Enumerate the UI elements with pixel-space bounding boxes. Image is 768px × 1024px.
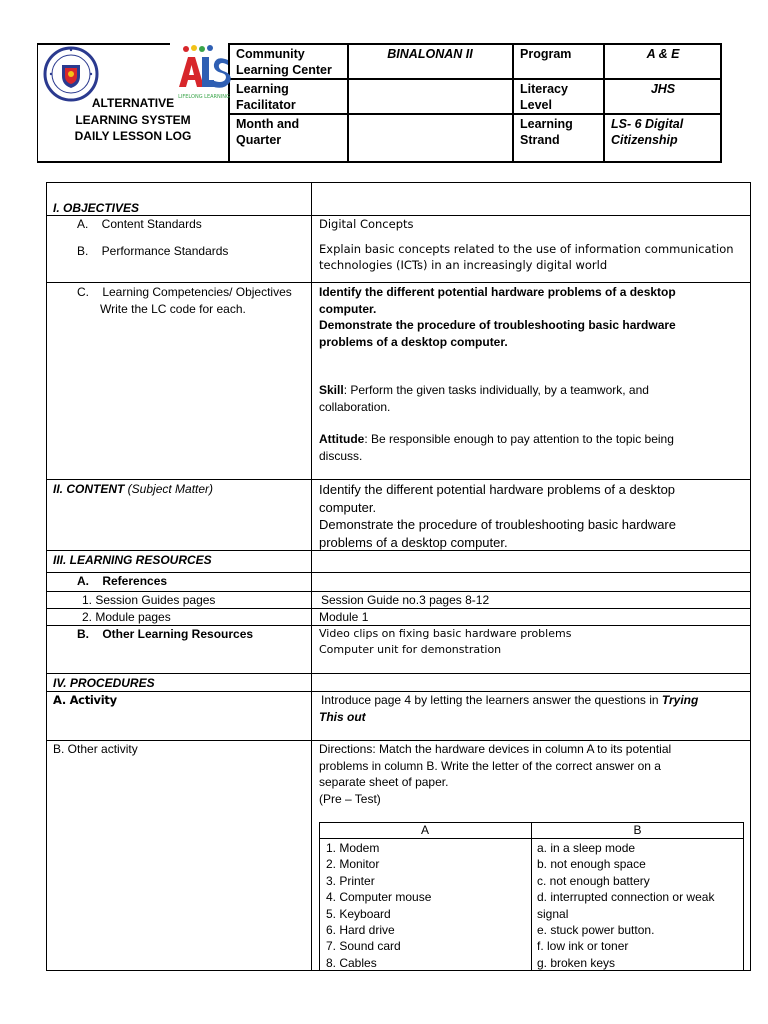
list-item: 6. Hard drive [326,923,395,938]
session-guides-label: 1. Session Guides pages [82,593,216,607]
pretest-col-b-list [537,840,714,971]
list-item: g. broken keys [537,955,616,970]
program-label: Program [520,47,572,61]
deped-seal-logo [43,46,99,102]
pretest-col-a-header: A [420,823,429,837]
list-item: 1. Modem [326,841,380,855]
performance-standards-label: B. Performance Standards [77,244,229,258]
objectives-heading: I. OBJECTIVES [53,201,140,215]
lesson-table-column-divider [311,182,312,971]
title-line: DAILY LESSON LOG [74,129,192,143]
pretest-directions: Directions: Match the hardware devices in column A to its potential problems in column B. Write the letter of the correct answer on a separate sheet of paper. (Pre – Test) [319,742,672,806]
facilitator-label: Learning Facilitator [236,82,296,112]
header-divider [228,78,722,80]
list-item: 4. Computer mouse [326,890,432,905]
other-resources-value: Video clips on fixing basic hardware problems Computer unit for demonstration [319,627,572,656]
content-standards-label: A. Content Standards [77,217,202,231]
performance-standards-value: Explain basic concepts related to the use of information communication technologies (ICTs) in an increasingly digital world [319,242,734,272]
module-pages-label: 2. Module pages [82,610,171,624]
skill-objective: Skill: Perform the given tasks individually, by a teamwork, and collaboration. [319,383,649,414]
skill-label: Skill [319,383,344,397]
clc-label: Community Learning Center [236,47,332,77]
learning-resources-heading: III. LEARNING RESOURCES [53,553,212,567]
content-standards-value: Digital Concepts [319,217,414,231]
row-divider [46,479,751,480]
als-logo [176,45,232,101]
list-item: 3. Printer [326,873,375,888]
competencies-value: Identify the different potential hardware problems of a desktop computer. Demonstrate the procedure of troubleshooting basic hardware problems of a desktop computer. [319,285,676,349]
session-guides-value: Session Guide no.3 pages 8-12 [321,593,490,607]
title-line: LEARNING SYSTEM [75,112,191,127]
other-resources-label: B. Other Learning Resources [77,627,254,641]
attitude-label: Attitude [319,432,365,446]
content-heading: II. CONTENT (Subject Matter) [53,482,214,496]
month-quarter-label: Month and Quarter [236,117,300,147]
attitude-objective: Attitude: Be responsible enough to pay attention to the topic being discuss. [319,432,674,463]
list-item: a. in a sleep mode [537,841,636,855]
activity-value: Introduce page 4 by letting the learners answer the questions in Trying This out [319,693,699,724]
list-item: 7. Sound card [326,939,401,954]
list-item: c. not enough battery [537,873,650,888]
activity-label: A. Activity [53,693,117,707]
competencies-label: C. Learning Competencies/ Objectives Write the LC code for each. [77,285,292,316]
other-activity-label: B. Other activity [53,742,138,756]
module-pages-value: Module 1 [319,610,369,624]
title-line: ALTERNATIVE [91,96,175,110]
list-item: 2. Monitor [326,857,380,872]
references-label: A. References [77,574,168,588]
content-value: Identify the different potential hardware problems of a desktop computer. Demonstrate the procedure of troubleshooting basic hardware problems of a desktop computer. [319,482,676,550]
header-divider [228,113,722,115]
literacy-level-value: JHS [650,82,676,96]
list-item: signal [537,906,569,921]
list-item: e. stuck power button. [537,923,655,938]
procedures-heading: IV. PROCEDURES [53,676,155,690]
pretest-col-b-header: B [633,823,642,837]
list-item: d. interrupted connection or weak [537,890,715,905]
literacy-level-label: Literacy Level [520,82,568,112]
row-divider [46,673,751,674]
list-item: b. not enough space [537,857,646,872]
pretest-col-a-list [326,840,431,971]
clc-value: BINALONAN II [387,47,473,61]
learning-strand-value: LS- 6 Digital Citizenship [611,117,684,147]
als-logo-tagline: LIFELONG LEARNING [178,94,230,100]
list-item: 5. Keyboard [326,906,391,921]
list-item: f. low ink or toner [537,939,629,954]
header-divider [512,43,514,163]
document-title [72,95,194,145]
program-value: A & E [646,47,680,61]
list-item: 8. Cables [326,955,377,970]
pretest-column-divider [531,822,532,971]
row-divider [46,282,751,283]
learning-strand-label: Learning Strand [520,117,573,147]
